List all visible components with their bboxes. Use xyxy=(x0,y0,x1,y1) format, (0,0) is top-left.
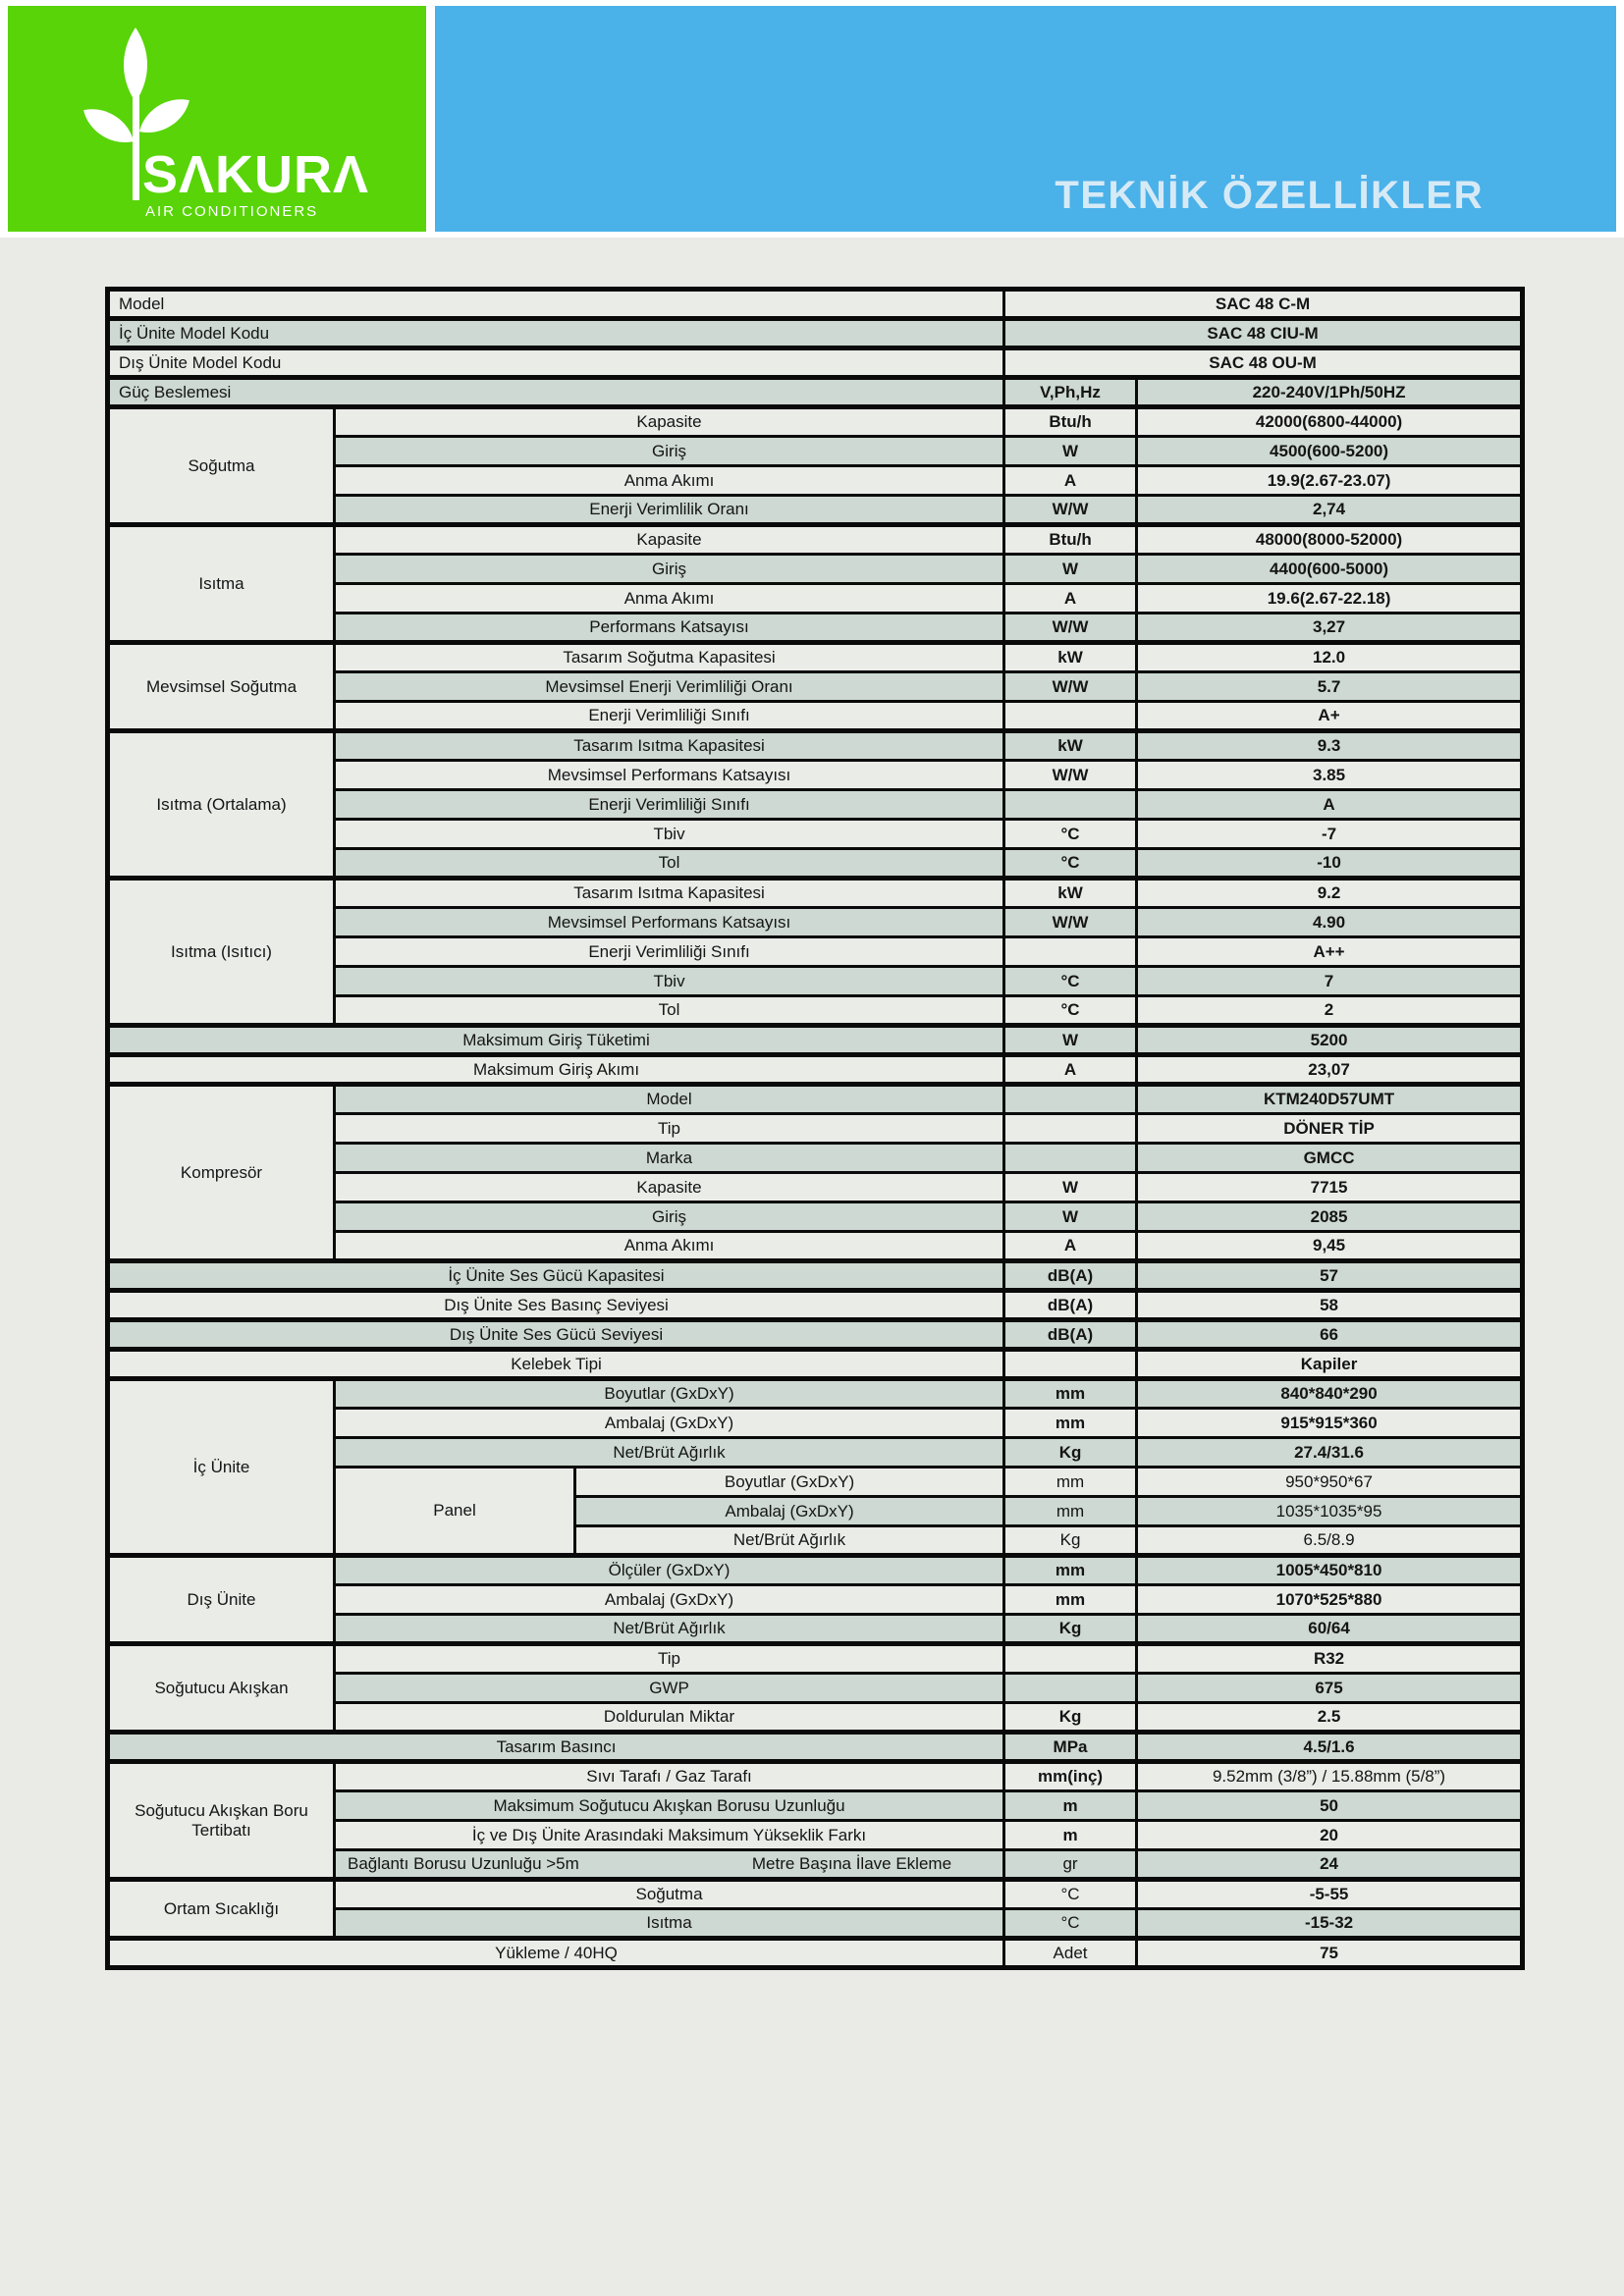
value-cell: 7715 xyxy=(1137,1173,1523,1202)
param-label: Mevsimsel Performans Katsayısı xyxy=(335,761,1004,790)
param-label: Ölçüler (GxDxY) xyxy=(335,1556,1004,1585)
unit-cell: A xyxy=(1004,1055,1137,1085)
page-title: TEKNİK ÖZELLİKLER xyxy=(1055,174,1484,217)
param-label: Soğutma xyxy=(335,1880,1004,1909)
param-label: Dış Ünite Model Kodu xyxy=(108,348,1004,378)
param-label: GWP xyxy=(335,1674,1004,1703)
value-cell: 42000(6800-44000) xyxy=(1137,407,1523,437)
unit-cell: mm xyxy=(1004,1497,1137,1526)
param-label: Doldurulan Miktar xyxy=(335,1703,1004,1733)
unit-cell: Kg xyxy=(1004,1615,1137,1644)
value-cell: 3,27 xyxy=(1137,614,1523,643)
value-cell: 1005*450*810 xyxy=(1137,1556,1523,1585)
value-cell: 1035*1035*95 xyxy=(1137,1497,1523,1526)
value-cell: 9.2 xyxy=(1137,879,1523,908)
param-label xyxy=(335,1850,1004,1880)
value-cell: 5200 xyxy=(1137,1026,1523,1055)
unit-cell xyxy=(1004,702,1137,731)
param-label: Maksimum Giriş Tüketimi xyxy=(108,1026,1004,1055)
param-label: Giriş xyxy=(335,1202,1004,1232)
unit-cell xyxy=(1004,1144,1137,1173)
param-label: Giriş xyxy=(335,555,1004,584)
leaf-right xyxy=(134,90,196,141)
unit-cell: mm xyxy=(1004,1468,1137,1497)
value-cell: 4400(600-5000) xyxy=(1137,555,1523,584)
value-cell: A++ xyxy=(1137,937,1523,967)
value-cell: SAC 48 C-M xyxy=(1004,290,1523,319)
table-row xyxy=(108,1379,1523,1409)
param-label: Isıtma xyxy=(335,1909,1004,1939)
value-cell: 2 xyxy=(1137,996,1523,1026)
param-label: Tasarım Isıtma Kapasitesi xyxy=(335,731,1004,761)
value-cell: 48000(8000-52000) xyxy=(1137,525,1523,555)
param-label: Giriş xyxy=(335,437,1004,466)
group-label: Isıtma (Isıtıcı) xyxy=(108,879,335,1026)
param-label: Performans Katsayısı xyxy=(335,614,1004,643)
unit-cell: W/W xyxy=(1004,908,1137,937)
unit-cell xyxy=(1004,1674,1137,1703)
param-label: Enerji Verimliliği Sınıfı xyxy=(335,702,1004,731)
value-cell: Kapiler xyxy=(1137,1350,1523,1379)
param-label: Ambalaj (GxDxY) xyxy=(575,1497,1004,1526)
value-cell: 3.85 xyxy=(1137,761,1523,790)
param-label: İç Ünite Ses Gücü Kapasitesi xyxy=(108,1261,1004,1291)
value-cell: 1070*525*880 xyxy=(1137,1585,1523,1615)
brand-logo-block xyxy=(8,6,426,232)
param-label: Anma Akımı xyxy=(335,584,1004,614)
value-cell: 2,74 xyxy=(1137,496,1523,525)
table-row xyxy=(108,378,1523,407)
spec-table-body xyxy=(108,290,1523,1968)
brand-subtitle: AIR CONDITIONERS xyxy=(145,203,319,220)
table-row xyxy=(108,1291,1523,1320)
group-label: Soğutucu Akışkan Boru Tertibatı xyxy=(108,1762,335,1880)
value-cell: R32 xyxy=(1137,1644,1523,1674)
value-cell: 675 xyxy=(1137,1674,1523,1703)
unit-cell: °C xyxy=(1004,849,1137,879)
unit-cell: Kg xyxy=(1004,1438,1137,1468)
value-cell: KTM240D57UMT xyxy=(1137,1085,1523,1114)
unit-cell: m xyxy=(1004,1791,1137,1821)
value-cell: GMCC xyxy=(1137,1144,1523,1173)
param-label: Güç Beslemesi xyxy=(108,378,1004,407)
title-banner xyxy=(435,6,1616,232)
unit-cell: Adet xyxy=(1004,1939,1137,1968)
group-label: Kompresör xyxy=(108,1085,335,1261)
group-label: Soğutucu Akışkan xyxy=(108,1644,335,1733)
unit-cell: W xyxy=(1004,437,1137,466)
table-row xyxy=(108,1261,1523,1291)
group-label: Isıtma xyxy=(108,525,335,643)
value-cell: 27.4/31.6 xyxy=(1137,1438,1523,1468)
unit-cell: mm xyxy=(1004,1585,1137,1615)
param-label: Yükleme / 40HQ xyxy=(108,1939,1004,1968)
unit-cell xyxy=(1004,937,1137,967)
param-label: Enerji Verimliliği Sınıfı xyxy=(335,790,1004,820)
unit-cell: Btu/h xyxy=(1004,407,1137,437)
table-row xyxy=(108,879,1523,908)
param-label: Tol xyxy=(335,996,1004,1026)
unit-cell: V,Ph,Hz xyxy=(1004,378,1137,407)
param-label: Ambalaj (GxDxY) xyxy=(335,1409,1004,1438)
value-cell: 840*840*290 xyxy=(1137,1379,1523,1409)
unit-cell: kW xyxy=(1004,879,1137,908)
value-cell: 2085 xyxy=(1137,1202,1523,1232)
unit-cell: °C xyxy=(1004,820,1137,849)
param-label: İç Ünite Model Kodu xyxy=(108,319,1004,348)
unit-cell: Kg xyxy=(1004,1703,1137,1733)
table-row xyxy=(108,1350,1523,1379)
value-cell: SAC 48 OU-M xyxy=(1004,348,1523,378)
group-label: İç Ünite xyxy=(108,1379,335,1556)
value-cell: 24 xyxy=(1137,1850,1523,1880)
param-label: Tasarım Isıtma Kapasitesi xyxy=(335,879,1004,908)
header xyxy=(0,0,1624,238)
table-row xyxy=(108,1644,1523,1674)
group-label: Mevsimsel Soğutma xyxy=(108,643,335,731)
value-cell: 5.7 xyxy=(1137,672,1523,702)
unit-cell: kW xyxy=(1004,643,1137,672)
unit-cell: mm(inç) xyxy=(1004,1762,1137,1791)
table-row xyxy=(108,1085,1523,1114)
table-row xyxy=(108,1026,1523,1055)
param-label: Kapasite xyxy=(335,1173,1004,1202)
unit-cell: °C xyxy=(1004,996,1137,1026)
unit-cell: W xyxy=(1004,555,1137,584)
spec-table xyxy=(105,287,1525,1970)
leaf-top xyxy=(124,27,147,102)
value-cell: 12.0 xyxy=(1137,643,1523,672)
value-cell: -5-55 xyxy=(1137,1880,1523,1909)
value-cell: 75 xyxy=(1137,1939,1523,1968)
param-label: Tbiv xyxy=(335,820,1004,849)
param-label: Enerji Verimliliği Sınıfı xyxy=(335,937,1004,967)
value-cell: 9,45 xyxy=(1137,1232,1523,1261)
unit-cell: MPa xyxy=(1004,1733,1137,1762)
value-cell: -10 xyxy=(1137,849,1523,879)
param-label: Tip xyxy=(335,1114,1004,1144)
unit-cell: mm xyxy=(1004,1409,1137,1438)
param-label: Mevsimsel Performans Katsayısı xyxy=(335,908,1004,937)
value-cell: 57 xyxy=(1137,1261,1523,1291)
unit-cell: mm xyxy=(1004,1379,1137,1409)
unit-cell: W xyxy=(1004,1026,1137,1055)
param-label: Kapasite xyxy=(335,407,1004,437)
table-row xyxy=(108,1939,1523,1968)
group-label: Dış Ünite xyxy=(108,1556,335,1644)
value-cell: 66 xyxy=(1137,1320,1523,1350)
param-label: Boyutlar (GxDxY) xyxy=(575,1468,1004,1497)
group-label: Ortam Sıcaklığı xyxy=(108,1880,335,1939)
value-cell: A+ xyxy=(1137,702,1523,731)
unit-cell xyxy=(1004,1114,1137,1144)
table-row xyxy=(108,525,1523,555)
param-label: Ambalaj (GxDxY) xyxy=(335,1585,1004,1615)
value-cell: 7 xyxy=(1137,967,1523,996)
table-row xyxy=(108,1320,1523,1350)
table-row xyxy=(108,290,1523,319)
unit-cell: W xyxy=(1004,1202,1137,1232)
unit-cell: kW xyxy=(1004,731,1137,761)
param-label: Net/Brüt Ağırlık xyxy=(335,1615,1004,1644)
param-label: Net/Brüt Ağırlık xyxy=(335,1438,1004,1468)
value-cell: 60/64 xyxy=(1137,1615,1523,1644)
table-row xyxy=(108,319,1523,348)
param-label: Kelebek Tipi xyxy=(108,1350,1004,1379)
table-row xyxy=(108,348,1523,378)
table-row xyxy=(108,1762,1523,1791)
param-label: Anma Akımı xyxy=(335,1232,1004,1261)
param-label: Boyutlar (GxDxY) xyxy=(335,1379,1004,1409)
param-label: Net/Brüt Ağırlık xyxy=(575,1526,1004,1556)
value-cell: A xyxy=(1137,790,1523,820)
param-label: İç ve Dış Ünite Arasındaki Maksimum Yükseklik Farkı xyxy=(335,1821,1004,1850)
value-cell: 950*950*67 xyxy=(1137,1468,1523,1497)
param-label-part: Bağlantı Borusu Uzunluğu >5m xyxy=(348,1854,579,1873)
unit-cell xyxy=(1004,790,1137,820)
param-label: Tol xyxy=(335,849,1004,879)
table-row xyxy=(108,731,1523,761)
leaf-left xyxy=(78,100,140,151)
value-cell: 4.5/1.6 xyxy=(1137,1733,1523,1762)
value-cell: 915*915*360 xyxy=(1137,1409,1523,1438)
unit-cell: m xyxy=(1004,1821,1137,1850)
unit-cell xyxy=(1004,1085,1137,1114)
table-row xyxy=(108,1880,1523,1909)
param-label: Sıvı Tarafı / Gaz Tarafı xyxy=(335,1762,1004,1791)
param-label: Tasarım Soğutma Kapasitesi xyxy=(335,643,1004,672)
unit-cell: mm xyxy=(1004,1556,1137,1585)
table-row xyxy=(108,643,1523,672)
table-row xyxy=(108,407,1523,437)
param-label: Tbiv xyxy=(335,967,1004,996)
brand-name: SΛKURΛ xyxy=(142,145,370,204)
unit-cell: dB(A) xyxy=(1004,1291,1137,1320)
param-label: Tasarım Basıncı xyxy=(108,1733,1004,1762)
unit-cell: W/W xyxy=(1004,614,1137,643)
value-cell: 19.9(2.67-23.07) xyxy=(1137,466,1523,496)
value-cell: 58 xyxy=(1137,1291,1523,1320)
unit-cell: A xyxy=(1004,466,1137,496)
param-label: Enerji Verimlilik Oranı xyxy=(335,496,1004,525)
unit-cell xyxy=(1004,1644,1137,1674)
table-row xyxy=(108,1556,1523,1585)
unit-cell: A xyxy=(1004,584,1137,614)
value-cell: 2.5 xyxy=(1137,1703,1523,1733)
param-label: Maksimum Giriş Akımı xyxy=(108,1055,1004,1085)
value-cell: SAC 48 CIU-M xyxy=(1004,319,1523,348)
param-label: Tip xyxy=(335,1644,1004,1674)
unit-cell: A xyxy=(1004,1232,1137,1261)
panel-label: Panel xyxy=(335,1468,575,1556)
unit-cell: dB(A) xyxy=(1004,1320,1137,1350)
param-label: Anma Akımı xyxy=(335,466,1004,496)
value-cell: -15-32 xyxy=(1137,1909,1523,1939)
param-label: Model xyxy=(108,290,1004,319)
unit-cell: W xyxy=(1004,1173,1137,1202)
value-cell: 23,07 xyxy=(1137,1055,1523,1085)
param-label: Mevsimsel Enerji Verimliliği Oranı xyxy=(335,672,1004,702)
value-cell: 9.3 xyxy=(1137,731,1523,761)
param-label: Dış Ünite Ses Gücü Seviyesi xyxy=(108,1320,1004,1350)
value-cell: 20 xyxy=(1137,1821,1523,1850)
unit-cell: °C xyxy=(1004,1880,1137,1909)
value-cell: -7 xyxy=(1137,820,1523,849)
table-row xyxy=(108,1733,1523,1762)
value-cell: 6.5/8.9 xyxy=(1137,1526,1523,1556)
unit-cell: W/W xyxy=(1004,761,1137,790)
value-cell: 4500(600-5200) xyxy=(1137,437,1523,466)
group-label: Isıtma (Ortalama) xyxy=(108,731,335,879)
unit-cell: W/W xyxy=(1004,496,1137,525)
unit-cell: W/W xyxy=(1004,672,1137,702)
value-cell: 4.90 xyxy=(1137,908,1523,937)
param-label: Marka xyxy=(335,1144,1004,1173)
value-cell: 9.52mm (3/8”) / 15.88mm (5/8”) xyxy=(1137,1762,1523,1791)
unit-cell: Kg xyxy=(1004,1526,1137,1556)
value-cell: 220-240V/1Ph/50HZ xyxy=(1137,378,1523,407)
unit-cell: °C xyxy=(1004,967,1137,996)
sakura-leaf-logo xyxy=(62,24,386,224)
unit-cell: Btu/h xyxy=(1004,525,1137,555)
param-label: Dış Ünite Ses Basınç Seviyesi xyxy=(108,1291,1004,1320)
unit-cell: dB(A) xyxy=(1004,1261,1137,1291)
param-label: Maksimum Soğutucu Akışkan Borusu Uzunluğu xyxy=(335,1791,1004,1821)
param-label: Model xyxy=(335,1085,1004,1114)
unit-cell: gr xyxy=(1004,1850,1137,1880)
value-cell: 50 xyxy=(1137,1791,1523,1821)
param-label: Kapasite xyxy=(335,525,1004,555)
value-cell: DÖNER TİP xyxy=(1137,1114,1523,1144)
value-cell: 19.6(2.67-22.18) xyxy=(1137,584,1523,614)
unit-cell xyxy=(1004,1350,1137,1379)
group-label: Soğutma xyxy=(108,407,335,525)
unit-cell: °C xyxy=(1004,1909,1137,1939)
table-row xyxy=(108,1055,1523,1085)
param-label-part: Metre Başına İlave Ekleme xyxy=(751,1854,952,1873)
leaf-stem xyxy=(133,92,139,200)
